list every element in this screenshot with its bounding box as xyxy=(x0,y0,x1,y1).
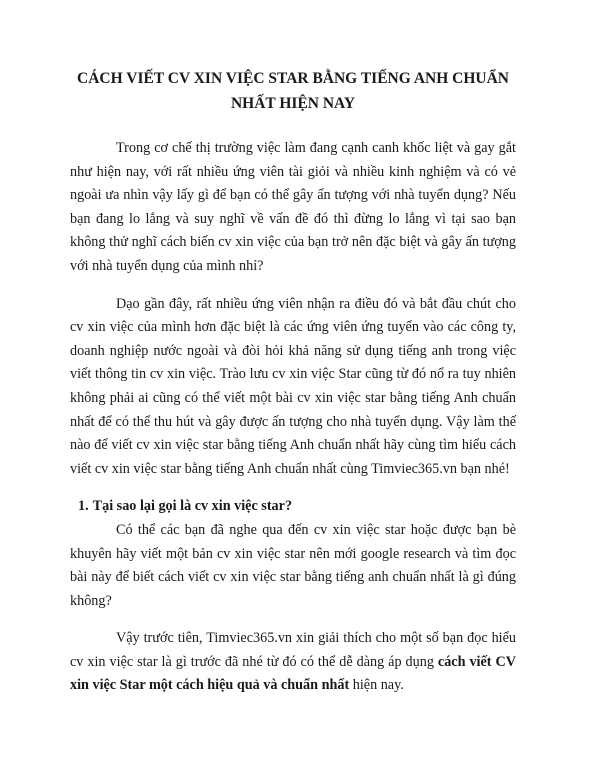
section-number: 1. xyxy=(78,498,89,515)
intro-paragraph: Trong cơ chế thị trường việc làm đang cạnh canh khốc liệt và gay gắt như hiện nay, với rất nhiều ứng viên tài giỏi và nhiều kinh nghiệm và có vẻ ngoài ưa nhìn vậy lấy gì để bạn có thể gây ấn tượng với nhà tuyển dụng? Nếu bạn đang lo lắng và suy nghĩ về vấn đề đó thì đừng lo lắng vì tại sao bạn không thử nghĩ cách biến cv xin việc của bạn trở nên đặc biệt và gây ấn tượng với nhà tuyển dụng của mình nhỉ? xyxy=(70,140,516,274)
body-paragraph: Dạo gần đây, rất nhiều ứng viên nhận ra điều đó và bắt đầu chút cho cv xin việc của mình hơn đặc biệt là các ứng viên ứng tuyển vào các công ty, doanh nghiệp nước ngoài và đòi hỏi khả năng sử dụng tiếng anh trong việc viết thông tin cv xin việc. Trào lưu cv xin việc Star cũng từ đó nổ ra tuy nhiên không phải ai cũng có thể viết một bài cv xin việc star bằng tiếng Anh chuẩn nhất để có thể thu hút và gây được ấn tượng cho nhà tuyển dụng. Vậy làm thế nào để viết cv xin việc star bằng tiếng Anh chuẩn nhất hãy cùng tìm hiểu cách viết cv xin việc star bằng tiếng Anh chuẩn nhất cùng Timviec365.vn bạn nhé! xyxy=(70,295,516,477)
document-title: CÁCH VIẾT CV XIN VIỆC STAR BẰNG TIẾNG ANH CHUẨN NHẤT HIỆN NAY xyxy=(77,70,509,112)
explanation-text-start: Vậy trước tiên, Timviec365.vn xin giải thích cho một số bạn đọc hiểu cv xin việc star là gì trước đã nhé từ đó có thể dễ dàng áp dụng xyxy=(70,630,516,670)
explanation-bold-text: cách viết CV xin việc Star một cách hiệu quả và chuẩn nhất xyxy=(70,653,516,694)
section-paragraph: Có thể các bạn đã nghe qua đến cv xin việc star hoặc được bạn bè khuyên hãy viết một bản cv xin việc star nên mới google research và tìm đọc bài này để biết cách viết cv xin việc star bằng tiếng anh chuẩn nhất là gì đúng không? xyxy=(70,521,516,609)
section-heading xyxy=(70,495,516,519)
section-paragraph-explanation xyxy=(70,627,516,698)
section-heading-text: Tại sao lại gọi là cv xin việc star? xyxy=(92,498,293,515)
explanation-text-end: hiện nay. xyxy=(349,677,404,694)
